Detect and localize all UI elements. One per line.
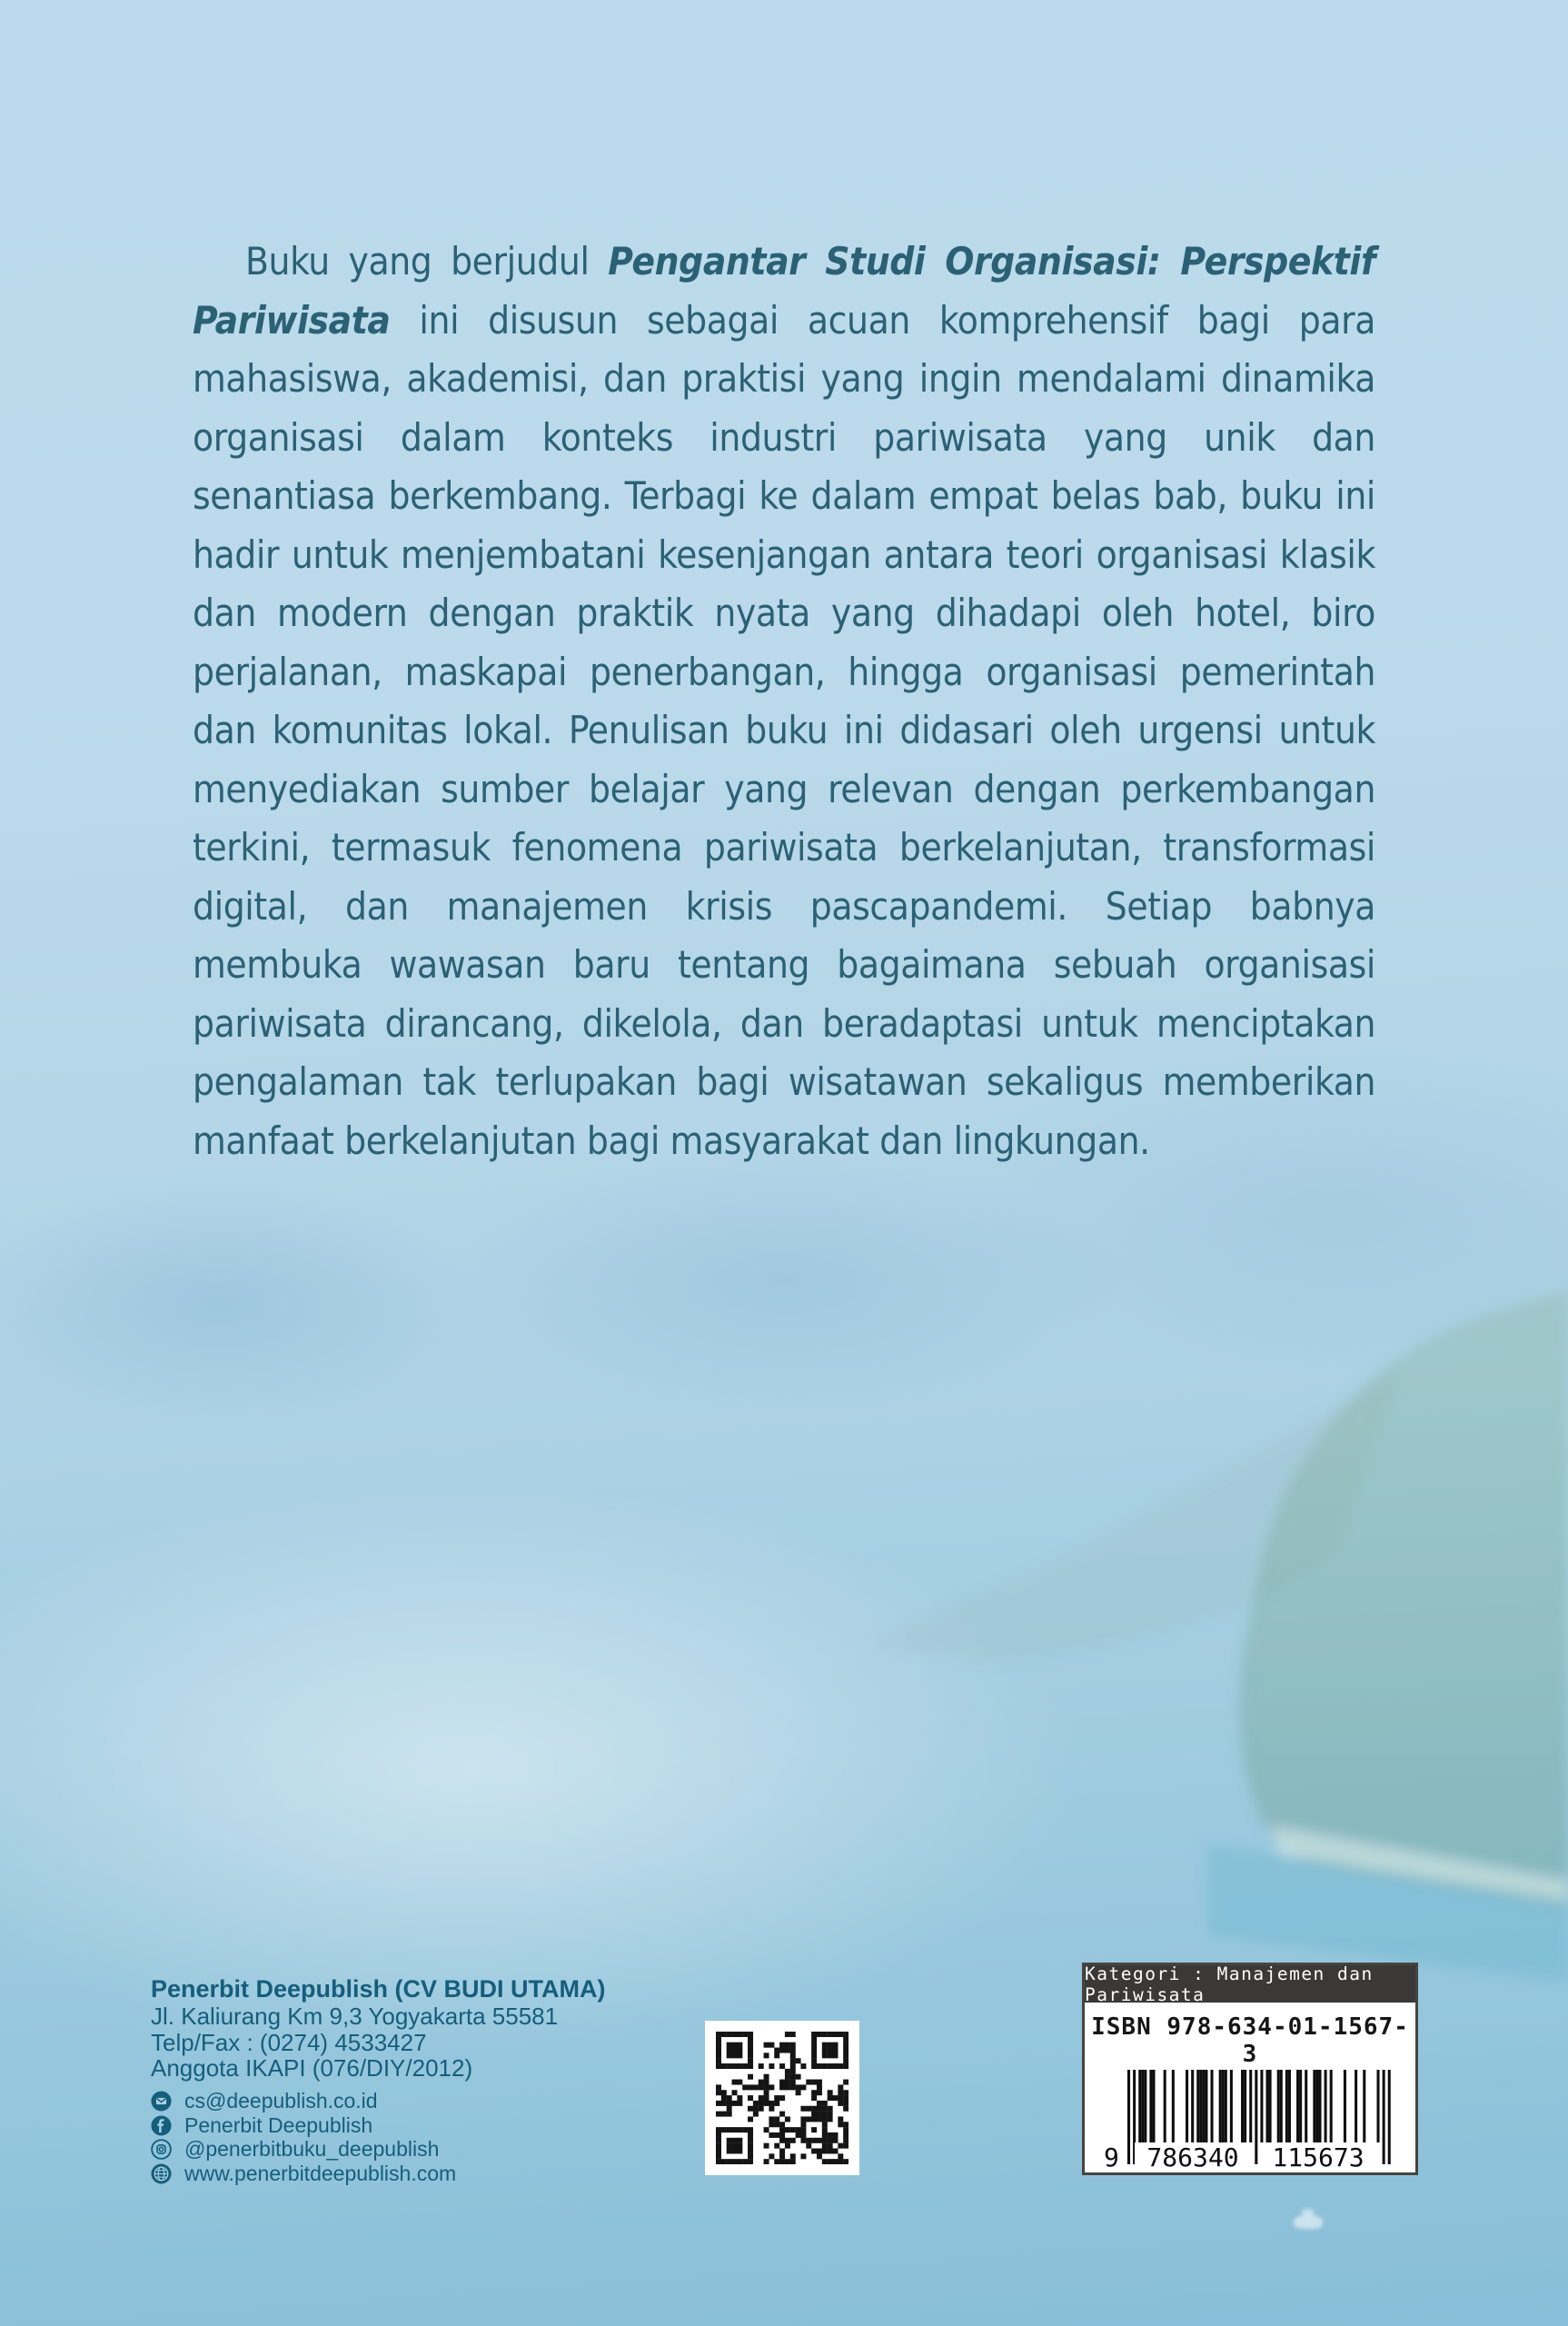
contact-label: @penerbitbuku_deepublish — [184, 2137, 440, 2162]
qr-code — [705, 2021, 859, 2175]
publisher-address: Jl. Kaliurang Km 9,3 Yogyakarta 55581 — [151, 2003, 559, 2030]
publisher-block — [151, 1975, 606, 2186]
instagram-icon — [151, 2139, 172, 2160]
synopsis-body: ini disusun sebagai acuan komprehensif bagi para mahasiswa, akademisi, dan praktisi yang ingin mendalami dinamika organisasi dalam konteks industri pariwisata yang unik dan senantiasa berkembang. Terbagi ke dalam empat belas bab, buku ini hadir untuk menjembatani kesenjangan antara teori organisasi klasik dan modern dengan praktik nyata yang dihadapi oleh hotel, biro perjalanan, maskapai penerbangan, hingga organisasi pemerintah dan komunitas lokal. Penulisan buku ini didasari oleh urgensi untuk menyediakan sumber belajar yang relevan dengan perkembangan terkini, termasuk fenomena pariwisata berkelanjutan, transformasi digital, dan manajemen krisis pascapandemi. Setiap babnya membuka wawasan baru tentang bagaimana sebuah organisasi pariwisata dirancang, dikelola, dan beradaptasi untuk menciptakan pengalaman tak terlupakan bagi wisatawan sekaligus memberikan manfaat berkelanjutan bagi masyarakat dan lingkungan. — [193, 297, 1375, 1163]
synopsis-lead: Buku yang berjudul — [245, 239, 609, 283]
contact-label: Penerbit Deepublish — [184, 2112, 373, 2137]
headland — [1239, 1290, 1568, 1908]
contact-row — [151, 2162, 606, 2186]
publisher-phone: Telp/Fax : (0274) 4533427 — [151, 2028, 427, 2056]
globe-icon — [151, 2163, 172, 2184]
email-icon — [151, 2091, 172, 2112]
facebook-icon — [151, 2115, 172, 2136]
publisher-name: Penerbit Deepublish (CV BUDI UTAMA) — [151, 1975, 606, 2003]
barcode-digits-group2: 115673 — [1260, 2142, 1376, 2172]
contact-row — [151, 2090, 606, 2114]
barcode-digits-group1: 786340 — [1135, 2142, 1251, 2172]
barcode — [1104, 2070, 1396, 2177]
isbn-label: ISBN 978-634-01-1567-3 — [1091, 2013, 1409, 2068]
contact-list — [151, 2090, 606, 2186]
barcode-digits — [1104, 2142, 1396, 2170]
barcode-digit-left: 9 — [1104, 2142, 1126, 2172]
contact-row — [151, 2138, 606, 2162]
qr-modules — [716, 2032, 849, 2164]
synopsis-paragraph — [193, 233, 1375, 1170]
boat-speck — [1294, 2215, 1323, 2229]
publisher-membership: Anggota IKAPI (076/DIY/2012) — [151, 2054, 473, 2082]
isbn-block — [1082, 1963, 1418, 2175]
contact-label: www.penerbitdeepublish.com — [184, 2161, 457, 2185]
contact-label: cs@deepublish.co.id — [184, 2089, 378, 2113]
book-title-inline: Pengantar Studi Organisasi: Perspektif Pariwisata — [193, 239, 1375, 343]
contact-row — [151, 2113, 606, 2138]
category-bar: Kategori : Manajemen dan Pariwisata — [1085, 1965, 1415, 2003]
